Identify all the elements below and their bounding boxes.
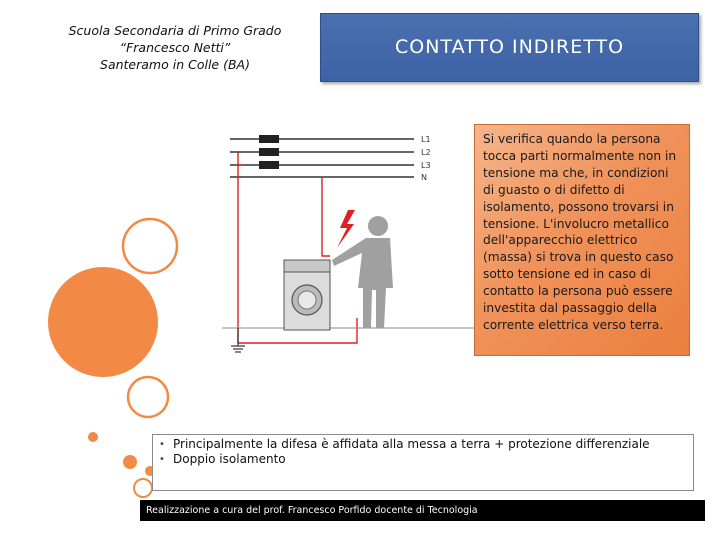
school-header bbox=[40, 22, 310, 73]
line-label: N bbox=[421, 173, 427, 182]
list-item bbox=[159, 452, 687, 467]
list-item-text: Doppio isolamento bbox=[173, 452, 286, 466]
line-label: L1 bbox=[421, 135, 431, 144]
small-circle-outline bbox=[128, 377, 168, 417]
line-label: L3 bbox=[421, 161, 431, 170]
title-banner bbox=[320, 13, 699, 82]
small-circle bbox=[123, 455, 137, 469]
washing-machine-icon bbox=[284, 260, 330, 330]
line-label: L2 bbox=[421, 148, 431, 157]
fuse-icon bbox=[259, 148, 279, 156]
small-circle bbox=[88, 432, 98, 442]
description-box bbox=[474, 124, 690, 356]
medium-circle-outline bbox=[123, 219, 177, 273]
school-location: Santeramo in Colle (BA) bbox=[100, 57, 250, 72]
small-circle-outline bbox=[134, 479, 152, 497]
slide-title: CONTATTO INDIRETTO bbox=[395, 36, 625, 58]
bullet-icon: • bbox=[159, 454, 165, 465]
footer-credit: Realizzazione a cura del prof. Francesco Porfido docente di Tecnologia bbox=[140, 500, 705, 521]
list-item bbox=[159, 437, 687, 452]
school-subtitle: “Francesco Netti” bbox=[119, 40, 231, 55]
description-text: Si verifica quando la persona tocca parti normalmente non in tensione ma che, in condizioni di guasto o di difetto di isolamento, possono trovarsi in tensione. L'involucro metallico dell'apparecchio elettrico (massa) si trova in questo caso sotto tensione ed in caso di contatto la persona può essere investita dal passaggio della corrente elettrica verso terra. bbox=[483, 132, 677, 332]
fuse-icon bbox=[259, 161, 279, 169]
list-item-text: Principalmente la difesa è affidata alla messa a terra + protezione differenziale bbox=[173, 437, 650, 451]
indirect-contact-diagram bbox=[222, 128, 484, 363]
large-circle bbox=[48, 267, 158, 377]
protection-list bbox=[152, 434, 694, 491]
bullet-icon: • bbox=[159, 439, 165, 450]
school-name: Scuola Secondaria di Primo Grado bbox=[68, 23, 282, 38]
fuse-icon bbox=[259, 135, 279, 143]
